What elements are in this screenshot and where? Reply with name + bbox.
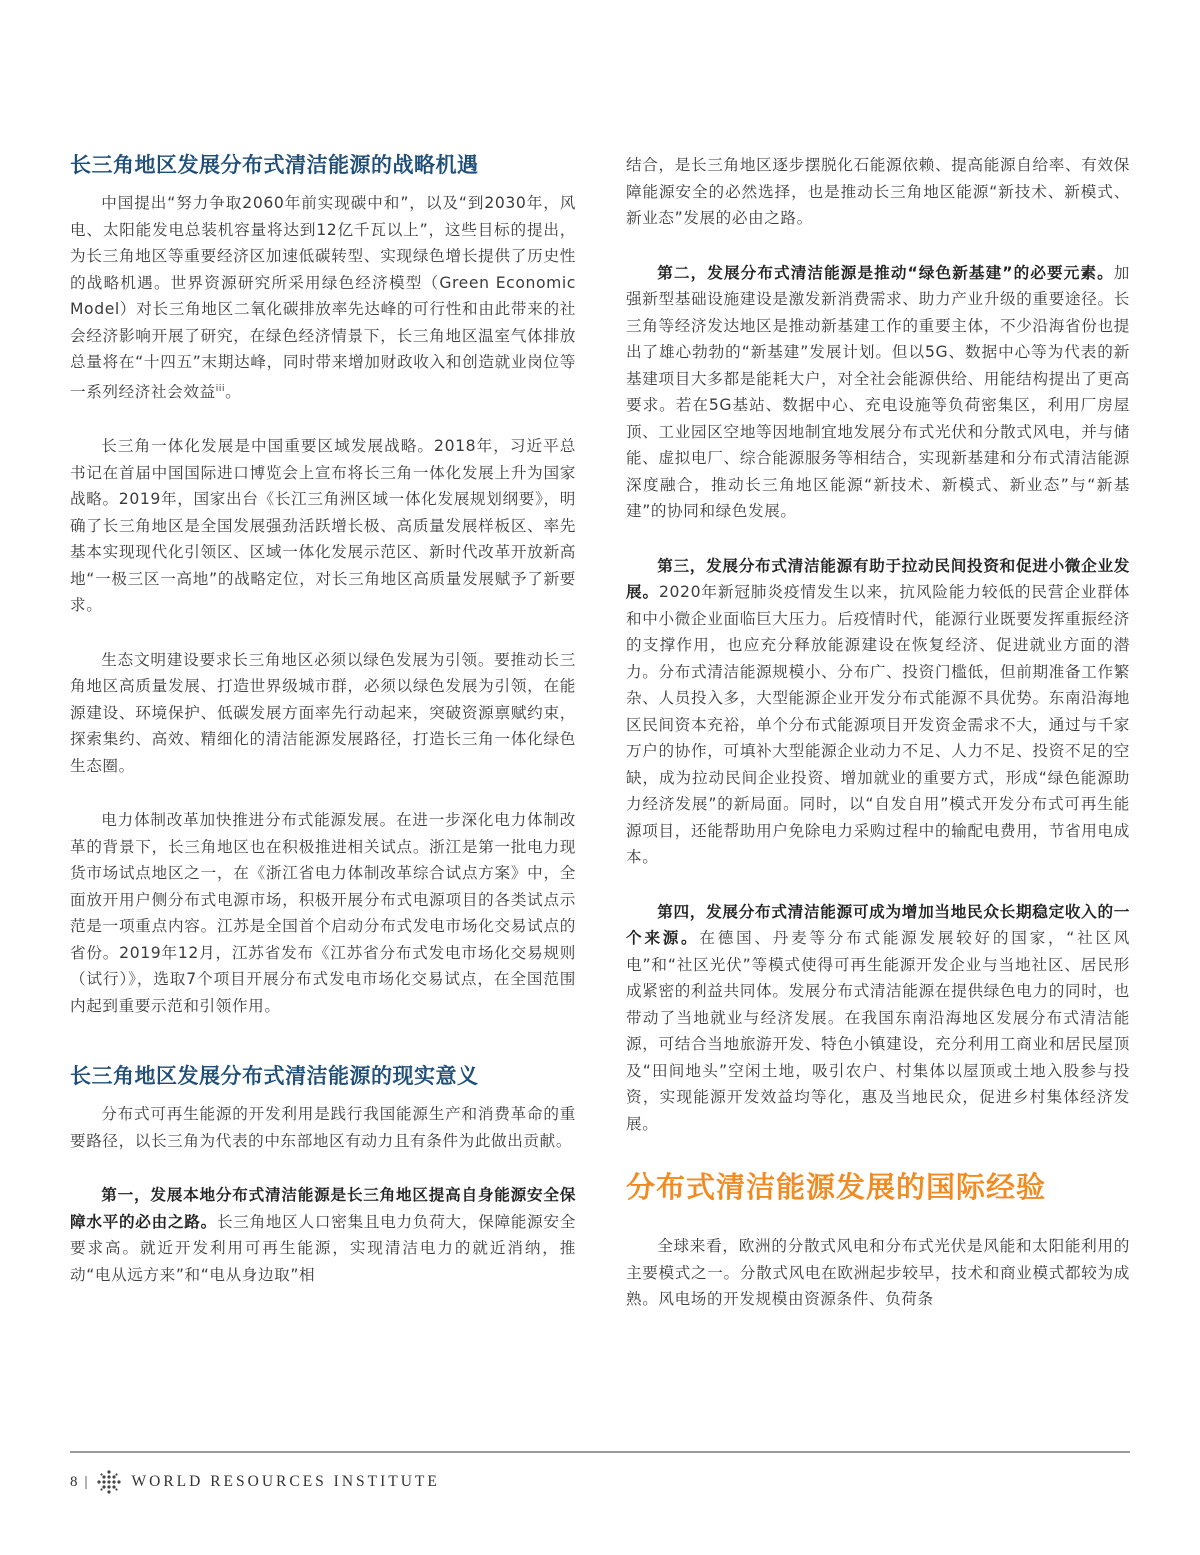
- organization-name: WORLD RESOURCES INSTITUTE: [131, 1473, 440, 1490]
- paragraph: 全球来看，欧洲的分散式风电和分布式光伏是风能和太阳能利用的主要模式之一。分散式风电在欧洲起步较早，技术和商业模式都较为成熟。风电场的开发规模由资源条件、负荷条: [626, 1237, 1130, 1308]
- page-number: 8: [70, 1473, 79, 1490]
- point-heading: 第三，发展分布式清洁能源有助于拉动民间投资和促进小微企业发展。: [626, 556, 1130, 601]
- right-column: [626, 152, 1130, 1313]
- page-footer: [70, 1468, 440, 1496]
- paragraph: 长三角一体化发展是中国重要区域发展战略。2018年，习近平总书记在首届中国国际进口博览会上宣布将长三角一体化发展上升为国家战略。2019年，国家出台《长江三角洲区域一体化发展规划纲要》，明确了长三角地区是全国发展强劲活跃增长极、高质量发展样板区、率先基本实现现代化引领区、区域一体化发展示范区、新时代改革开放新高地“一极三区一高地”的战略定位，对长三角地区高质量发展赋予了新要求。: [70, 437, 576, 615]
- wri-logo-icon: [96, 1469, 122, 1495]
- paragraph: 第一，发展本地分布式清洁能源是长三角地区提高自身能源安全保障水平的必由之路。长三角地区人口密集且电力负荷大，保障能源安全要求高。就近开发利用可再生能源，实现清洁电力的就近消纳，推动“电从远方来”和“电从身边取”相: [70, 1186, 577, 1284]
- section-heading-strategic-opportunity: 长三角地区发展分布式清洁能源的战略机遇: [70, 153, 479, 177]
- paragraph: 第三，发展分布式清洁能源有助于拉动民间投资和促进小微企业发展。2020年新冠肺炎疫情发生以来，抗风险能力较低的民营企业群体和中小微企业面临巨大压力。后疫情时代，能源行业既要发挥重振经济的支撑作用，也应充分释放能源建设在恢复经济、促进就业方面的潜力。分布式清洁能源规模小、分布广、投资门槛低，但前期准备工作繁杂、人员投入多，大型能源企业开发分布式能源不具优势。东南沿海地区民间资本充裕，单个分布式能源项目开发资金需求不大，通过与千家万户的协作，可填补大型能源企业动力不足、人力不足、投资不足的空缺，成为拉动民间企业投资、增加就业的重要方式，形成“绿色能源助力经济发展”的新局面。同时，以“自发自用”模式开发分布式可再生能源项目，还能帮助用户免除电力采购过程中的输配电费用，节省用电成本。: [626, 556, 1131, 866]
- point-heading: 第四，发展分布式清洁能源可成为增加当地民众长期稳定收入的一个来源。: [626, 902, 1130, 947]
- footer-separator: |: [84, 1473, 88, 1490]
- paragraph: 结合，是长三角地区逐步摆脱化石能源依赖、提高能源自给率、有效保障能源安全的必然选择，也是推动长三角地区能源“新技术、新模式、新业态”发展的必由之路。: [626, 156, 1130, 227]
- left-column: [70, 150, 576, 1288]
- paragraph: 第四，发展分布式清洁能源可成为增加当地民众长期稳定收入的一个来源。在德国、丹麦等分布式能源发展较好的国家，“社区风电”和“社区光伏”等模式使得可再生能源开发企业与当地社区、居民形成紧密的利益共同体。发展分布式清洁能源在提供绿色电力的同时，也带动了当地就业与经济发展。在我国东南沿海地区发展分布式清洁能源，可结合当地旅游开发、特色小镇建设，充分利用工商业和居民屋顶及“田间地头”空闲土地，吸引农户、村集体以屋顶或土地入股参与投资，实现能源开发效益均等化，惠及当地民众，促进乡村集体经济发展。: [626, 902, 1130, 1133]
- paragraph: 电力体制改革加快推进分布式能源发展。在进一步深化电力体制改革的背景下，长三角地区也在积极推进相关试点。浙江是第一批电力现货市场试点地区之一，在《浙江省电力体制改革综合试点方案》中，全面放开用户侧分布式电源市场，积极开展分布式电源项目的各类试点示范是一项重点内容。江苏是全国首个启动分布式发电市场化交易试点的省份。2019年12月，江苏省发布《江苏省分布式发电市场化交易规则（试行）》，选取7个项目开展分布式发电市场化交易试点，在全国范围内起到重要示范和引领作用。: [70, 811, 576, 1015]
- footer-divider: [70, 1451, 1130, 1453]
- point-heading: 第一，发展本地分布式清洁能源是长三角地区提高自身能源安全保障水平的必由之路。: [70, 1186, 576, 1231]
- footnote-ref[interactable]: iii: [215, 383, 226, 394]
- paragraph: 生态文明建设要求长三角地区必须以绿色发展为引领。要推动长三角地区高质量发展、打造世界级城市群，必须以绿色发展为引领，在能源建设、环境保护、低碳发展方面率先行动起来，突破资源禀赋约束，探索集约、高效、精细化的清洁能源发展路径，打造长三角一体化绿色生态圈。: [70, 650, 576, 775]
- point-heading: 第二，发展分布式清洁能源是推动“绿色新基建”的必要元素。: [657, 263, 1114, 282]
- section-heading-practical-significance: 长三角地区发展分布式清洁能源的现实意义: [70, 1064, 479, 1089]
- paragraph: 中国提出“努力争取2060年前实现碳中和”，以及“到2030年，风电、太阳能发电总装机容量将达到12亿千瓦以上”，这些目标的提出，为长三角地区等重要经济区加速低碳转型、实现绿色增长提供了历史性的战略机遇。世界资源研究所采用绿色经济模型（Green Economic Model）对长三角地区二氧化碳排放率先达峰的可行性和由此带来的社会经济影响开展了研究，在绿色经济情景下，长三角地区温室气体排放总量将在“十四五”末期达峰，同时带来增加财政收入和创造就业岗位等一系列经济社会效益$^{iii}$。: [70, 194, 576, 401]
- section-heading-international-experience: 分布式清洁能源发展的国际经验: [626, 1170, 1047, 1204]
- paragraph: 分布式可再生能源的开发利用是践行我国能源生产和消费革命的重要路径，以长三角为代表的中东部地区有动力且有条件为此做出贡献。: [70, 1105, 576, 1150]
- paragraph: 第二，发展分布式清洁能源是推动“绿色新基建”的必要元素。加强新型基础设施建设是激发新消费需求、助力产业升级的重要途径。长三角等经济发达地区是推动新基建工作的重要主体，不少沿海省份也提出了雄心勃勃的“新基建”发展计划。但以5G、数据中心等为代表的新基建项目大多都是能耗大户，对全社会能源供给、用能结构提出了更高要求。若在5G基站、数据中心、充电设施等负荷密集区，利用厂房屋顶、工业园区空地等因地制宜地发展分布式光伏和分散式风电，并与储能、虚拟电厂、综合能源服务等相结合，实现新基建和分布式清洁能源深度融合，推动长三角地区能源“新技术、新模式、新业态”与“新基建”的协同和绿色发展。: [626, 263, 1130, 520]
